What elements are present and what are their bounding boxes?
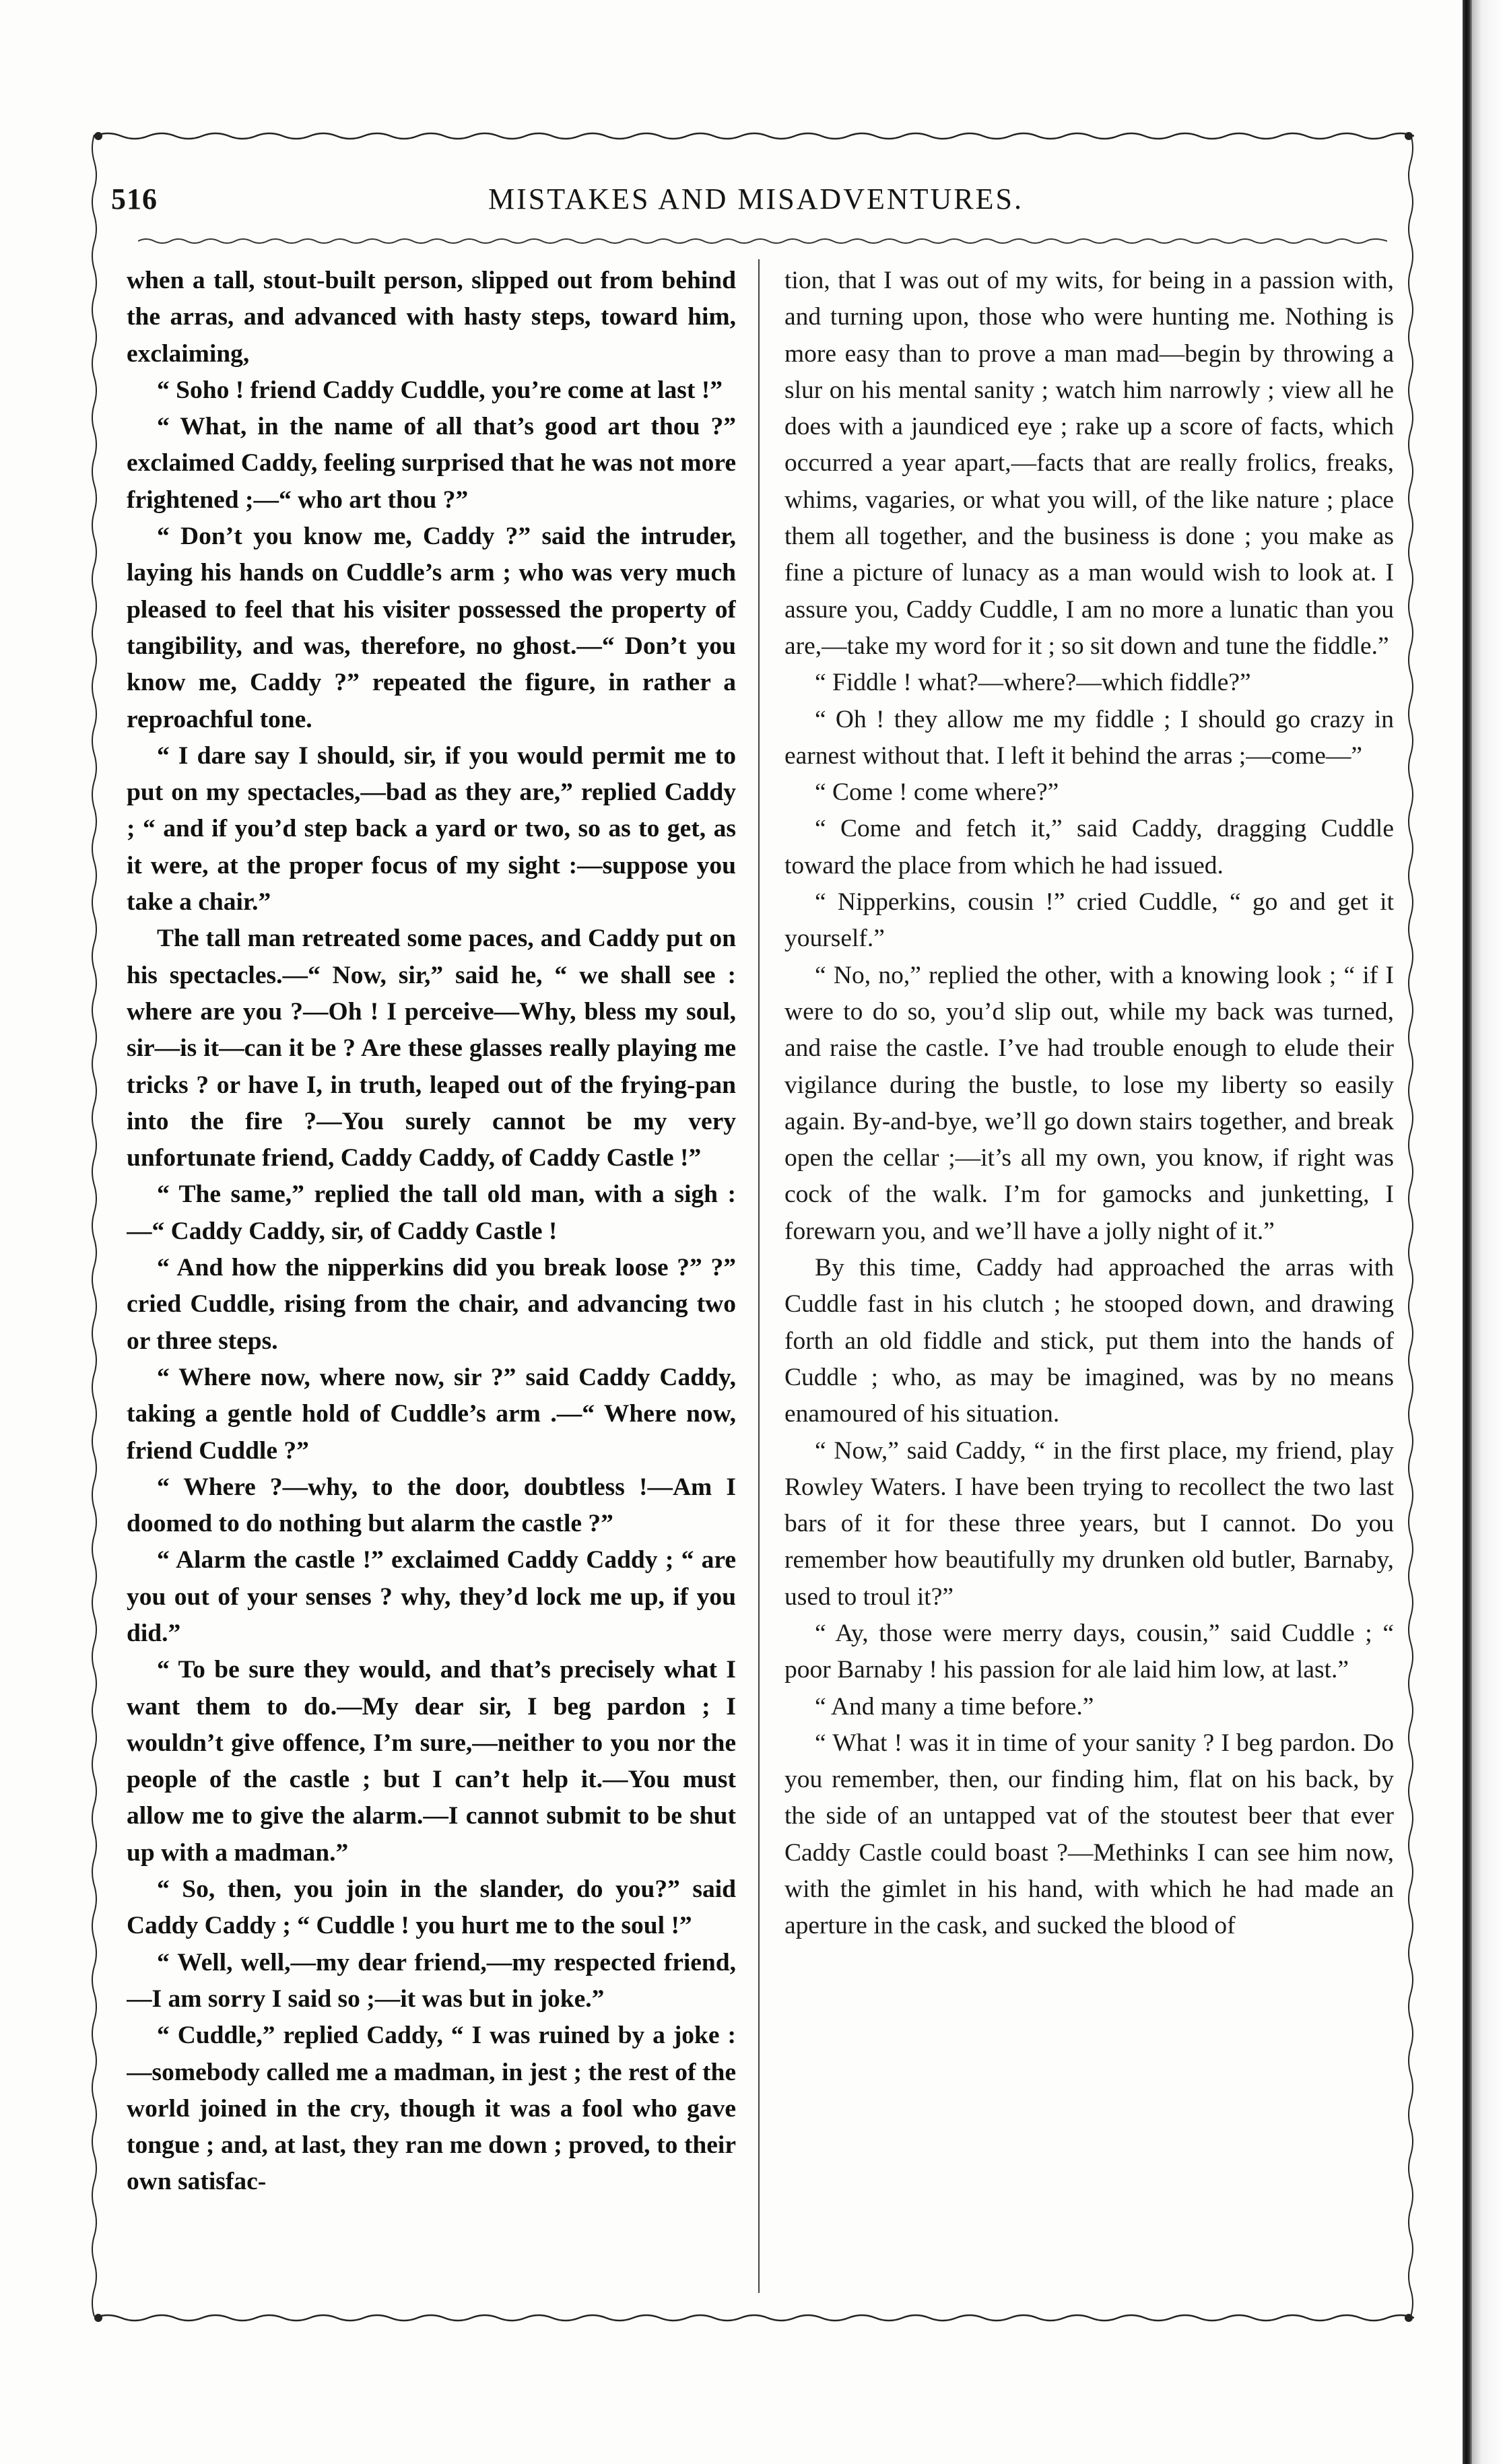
page-edge <box>1472 0 1505 2464</box>
left-column <box>127 263 736 2296</box>
paragraph: “ Soho ! friend Caddy Cuddle, you’re come at last !” <box>157 376 723 404</box>
paragraph: “ To be sure they would, and that’s precisely what I want them to do.—My dear sir, I beg pardon ; I wouldn’t give offence, I’m sure,—neither to you nor the people of the castle ; but I can’t help it.—You must allow me to give the alarm.—I cannot submit to be shut up with a madman.” <box>127 1656 736 1867</box>
running-title: MISTAKES AND MISADVENTURES. <box>488 182 1024 215</box>
ornamental-border-bottom <box>94 2310 1414 2326</box>
paragraph: “ Now,” said Caddy, “ in the first place, my friend, play Rowley Waters. I have been trying to recollect the two last bars of it for these three years, but I cannot. Do you remember how beautifully my drunken old butler, Barnaby, used to troul it?” <box>784 1436 1394 1611</box>
ornamental-border-left <box>88 135 101 2317</box>
paragraph: “ The same,” replied the tall old man, with a sigh :—“ Caddy Caddy, sir, of Caddy Castle ! <box>127 1180 736 1245</box>
ornamental-border-right <box>1404 135 1417 2317</box>
paragraph: when a tall, stout-built person, slipped out from behind the arras, and advanced with hasty steps, toward him, exclaiming, <box>127 267 736 368</box>
paragraph: tion, that I was out of my wits, for being in a passion with, and turning upon, those who were hunting me. Nothing is more easy than to prove a man mad—begin by throwing a slur on his mental sanity ; watch him narrowly ; view all he does with a jaundiced eye ; rake up a score of facts, which occurred a year apart,—facts that are really frolics, freaks, whims, vagaries, or what you will, of the like nature ; place them all together, and the business is done ; you make as fine a picture of lunacy as a man would wish to look at. I assure you, Caddy Cuddle, I am no more a lunatic than you are,—take my word for it ; so sit down and tune the fiddle.” <box>784 267 1394 660</box>
ornamental-border-top <box>94 128 1414 144</box>
paragraph: “ Cuddle,” replied Caddy, “ I was ruined by a joke :—somebody called me a madman, in jest ; the rest of the world joined in the cry, though it was a fool who gave tongue ; and, at last, they ran me down ; proved, to their own satisfac- <box>127 2022 736 2196</box>
paragraph: “ I dare say I should, sir, if you would permit me to put on my spectacles,—bad as they are,” replied Caddy ; “ and if you’d step back a yard or two, so as to get, as it were, at the proper focus of my sight :—suppose you take a chair.” <box>127 741 736 917</box>
paragraph: “ Nipperkins, cousin !” cried Cuddle, “ go and get it yourself.” <box>784 888 1394 953</box>
book-spine-shadow <box>1463 0 1472 2464</box>
paragraph: “ Where ?—why, to the door, doubtless !—Am I doomed to do nothing but alarm the castle ?” <box>127 1473 736 1538</box>
page-number: 516 <box>111 182 158 215</box>
paragraph: “ What, in the name of all that’s good art thou ?” exclaimed Caddy, feeling surprised that he was not more frightened ;—“ who art thou ?” <box>127 413 736 514</box>
paragraph: “ Alarm the castle !” exclaimed Caddy Caddy ; “ are you out of your senses ? why, they’d lock me up, if you did.” <box>127 1546 736 1647</box>
paragraph: “ Fiddle ! what?—where?—which fiddle?” <box>815 669 1251 697</box>
right-column <box>784 263 1394 2296</box>
paragraph: “ Where now, where now, sir ?” said Caddy Caddy, taking a gentle hold of Cuddle’s arm .—“ Where now, friend Cuddle ?” <box>127 1363 736 1465</box>
paragraph: “ Well, well,—my dear friend,—my respected friend,—I am sorry I said so ;—it was but in joke.” <box>127 1948 736 2013</box>
paragraph: “ So, then, you join in the slander, do you?” said Caddy Caddy ; “ Cuddle ! you hurt me to the soul !” <box>127 1875 736 1940</box>
paragraph: “ Come and fetch it,” said Caddy, dragging Cuddle toward the place from which he had issued. <box>784 815 1394 879</box>
paragraph: “ Ay, those were merry days, cousin,” said Cuddle ; “ poor Barnaby ! his passion for ale laid him low, at last.” <box>784 1619 1394 1684</box>
paragraph: “ And how the nipperkins did you break loose ?” ?” cried Cuddle, rising from the chair, and advancing two or three steps. <box>127 1254 736 1355</box>
paragraph: The tall man retreated some paces, and Caddy put on his spectacles.—“ Now, sir,” said he, “ we shall see : where are you ?—Oh ! I perceive—Why, bless my soul, sir—is it—can it be ? Are these glasses really playing me tricks ? or have I, in truth, leaped out of the frying-pan into the fire ?—You surely cannot be my very unfortunate friend, Caddy Caddy, of Caddy Castle !” <box>127 925 736 1172</box>
header-wavy-rule <box>138 236 1387 246</box>
column-divider <box>757 259 761 2293</box>
paragraph: “ Don’t you know me, Caddy ?” said the intruder, laying his hands on Cuddle’s arm ; who was very much pleased to feel that his visiter possessed the property of tangibility, and was, therefore, no ghost.—“ Don’t you know me, Caddy ?” repeated the figure, in rather a reproachful tone. <box>127 523 736 733</box>
paragraph: By this time, Caddy had approached the arras with Cuddle fast in his clutch ; he stooped down, and drawing forth an old fiddle and stick, put them into the hands of Cuddle ; who, as may be imagined, was by no means enamoured of his situation. <box>784 1254 1394 1428</box>
paragraph: “ And many a time before.” <box>815 1692 1094 1721</box>
page-header <box>111 182 1401 229</box>
paragraph: “ What ! was it in time of your sanity ? I beg pardon. Do you remember, then, our finding him, flat on his back, by the side of an untapped vat of the stoutest beer that ever Caddy Castle could boast ?—Methinks I can see him now, with the gimlet in his hand, with which he had made an aperture in the cask, and sucked the blood of <box>784 1729 1394 1940</box>
paragraph: “ Come ! come where?” <box>815 778 1059 807</box>
paragraph: “ Oh ! they allow me my fiddle ; I should go crazy in earnest without that. I left it behind the arras ;—come—” <box>784 705 1394 770</box>
paragraph: “ No, no,” replied the other, with a knowing look ; “ if I were to do so, you’d slip out, while my back was turned, and raise the castle. I’ve had trouble enough to elude their vigilance during the bustle, to lose my liberty so easily again. By-and-bye, we’ll go down stairs together, and break open the cellar ;—it’s all my own, you know, if right was cock of the walk. I’m for gamocks and junketting, I forewarn you, and we’ll have a jolly night of it.” <box>784 961 1394 1245</box>
